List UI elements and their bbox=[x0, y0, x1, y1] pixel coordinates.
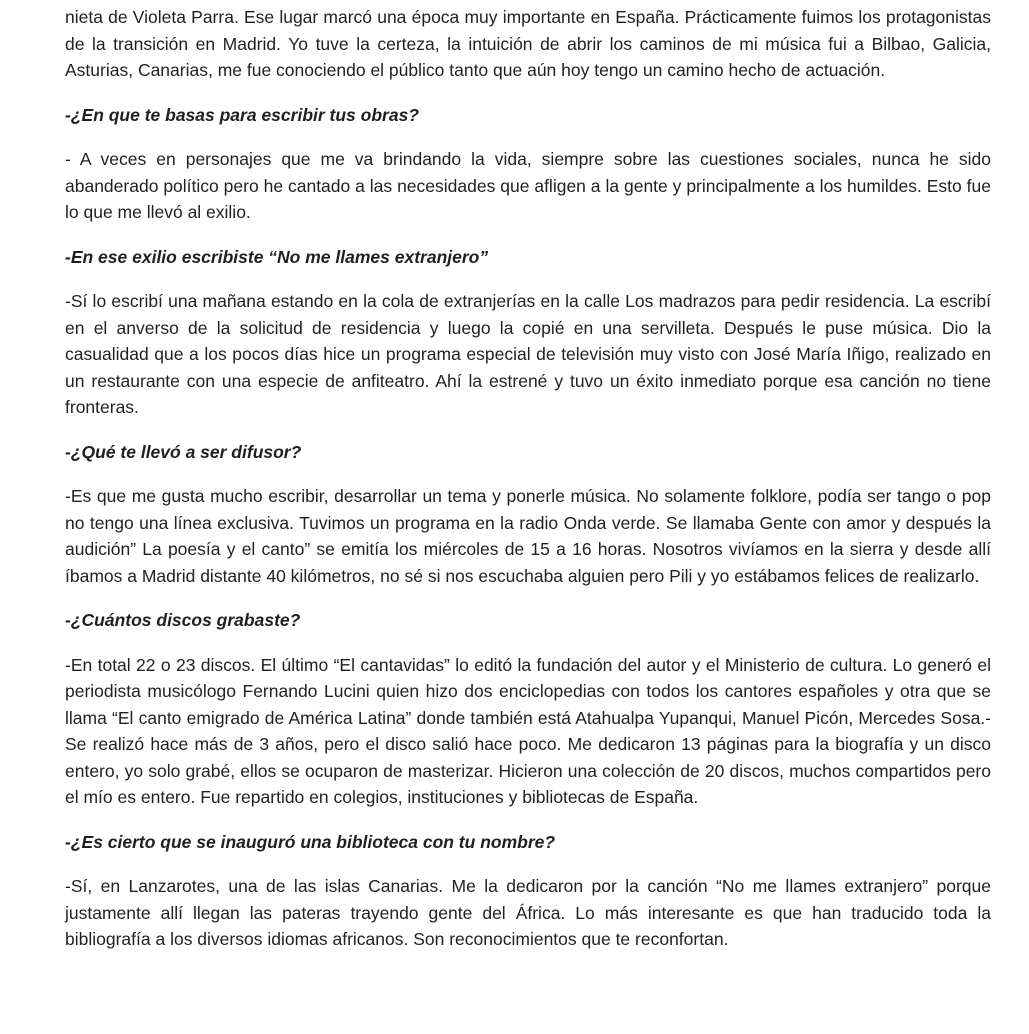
article-body bbox=[65, 4, 991, 971]
answer-paragraph: nieta de Violeta Parra. Ese lugar marcó una época muy importante en España. Prácticamente fuimos los protagonistas de la transición en Madrid. Yo tuve la certeza, la intuición de abrir los caminos de mi música fui a Bilbao, Galicia, Asturias, Canarias, me fue conociendo el público tanto que aún hoy tengo un camino hecho de actuación. bbox=[65, 7, 991, 80]
answer-paragraph: -En total 22 o 23 discos. El último “El cantavidas” lo editó la fundación del autor y el Ministerio de cultura. Lo generó el periodista musicólogo Fernando Lucini quien hizo dos enciclopedias con todos los cantores españoles y otra que se llama “El canto emigrado de América Latina” donde también está Atahualpa Yupanqui, Manuel Picón, Mercedes Sosa.-Se realizó hace más de 3 años, pero el disco salió hace poco. Me dedicaron 13 páginas para la biografía y un disco entero, yo solo grabé, ellos se ocuparon de masterizar. Hicieron una colección de 20 discos, muchos compartidos pero el mío es entero. Fue repartido en colegios, instituciones y bibliotecas de España. bbox=[65, 654, 991, 807]
answer-paragraph: -Sí, en Lanzarotes, una de las islas Canarias. Me la dedicaron por la canción “No me llames extranjero” porque justamente allí llegan las pateras trayendo gente del África. Lo más interesante es que han traducido toda la bibliografía a los diversos idiomas africanos. Son reconocimientos que te reconfortan. bbox=[65, 876, 991, 949]
interview-question: -¿En que te basas para escribir tus obras? bbox=[65, 104, 419, 125]
interview-question: -En ese exilio escribiste “No me llames extranjero” bbox=[65, 246, 489, 267]
answer-paragraph: -Es que me gusta mucho escribir, desarrollar un tema y ponerle música. No solamente folklore, podía ser tango o pop no tengo una línea exclusiva. Tuvimos un programa en la radio Onda verde. Se llamaba Gente con amor y después la audición” La poesía y el canto” se emitía los miércoles de 15 a 16 horas. Nosotros vivíamos en la sierra y desde allí íbamos a Madrid distante 40 kilómetros, no sé si nos escuchaba alguien pero Pili y yo estábamos felices de realizarlo. bbox=[65, 486, 991, 586]
interview-question: -¿Cuántos discos grabaste? bbox=[65, 610, 301, 630]
interview-question: -¿Es cierto que se inauguró una biblioteca con tu nombre? bbox=[65, 831, 556, 852]
answer-paragraph: - A veces en personajes que me va brindando la vida, siempre sobre las cuestiones sociales, nunca he sido abanderado político pero he cantado a las necesidades que afligen a la gente y principalmente a los humildes. Esto fue lo que me llevó al exilio. bbox=[65, 149, 991, 222]
answer-paragraph: -Sí lo escribí una mañana estando en la cola de extranjerías en la calle Los madrazos para pedir residencia. La escribí en el anverso de la solicitud de residencia y luego la copié en una servilleta. Después le puse música. Dio la casualidad que a los pocos días hice un programa especial de televisión muy visto con José María Iñigo, realizado en un restaurante con una especie de anfiteatro. Ahí la estrené y tuvo un éxito inmediato porque esa canción no tiene fronteras. bbox=[65, 291, 991, 417]
interview-question: -¿Qué te llevó a ser difusor? bbox=[65, 441, 302, 462]
